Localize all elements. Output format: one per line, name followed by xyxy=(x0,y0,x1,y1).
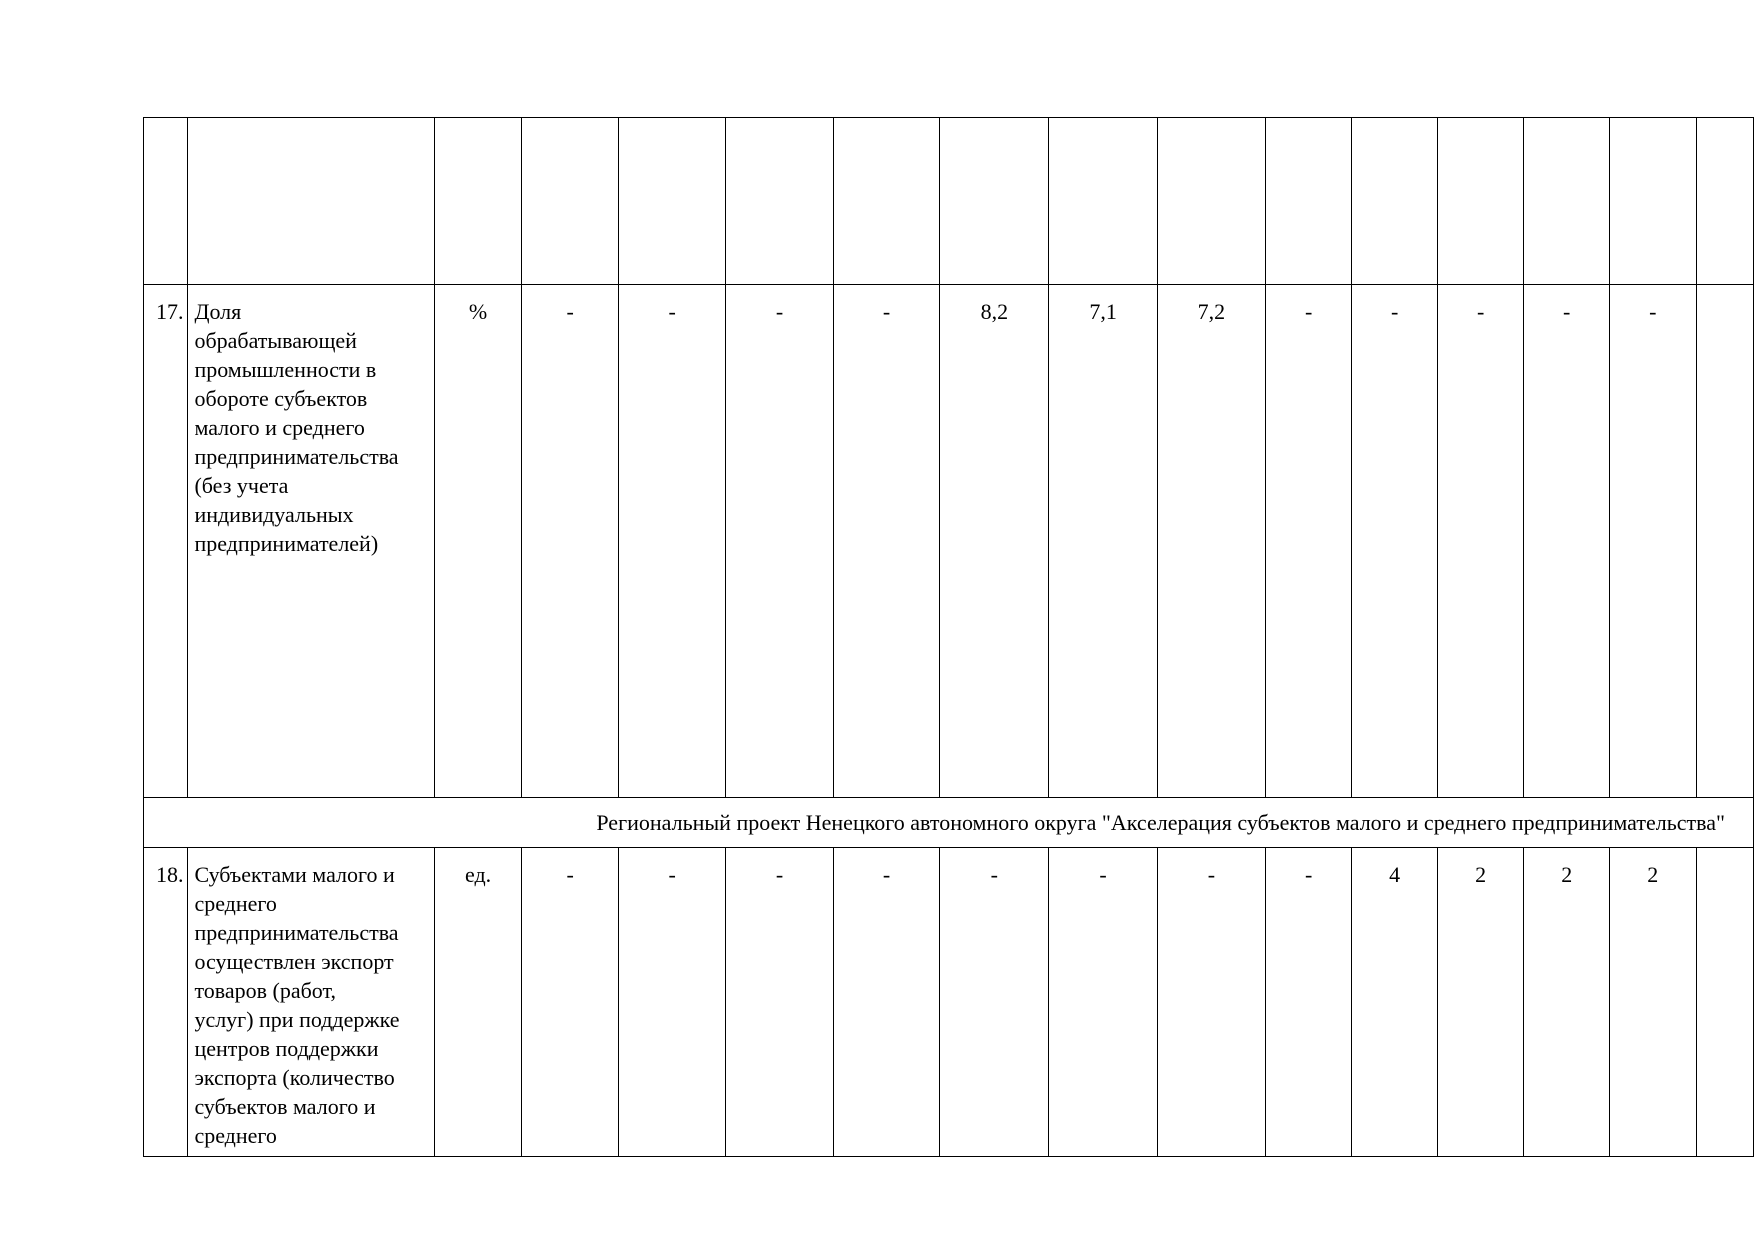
value-cell: - xyxy=(619,848,726,1157)
value-cell: - xyxy=(522,848,619,1157)
cell xyxy=(188,118,435,285)
section-row xyxy=(144,798,1754,848)
value-cell: 8,2 xyxy=(940,285,1049,798)
cell xyxy=(619,118,726,285)
value-cell: - xyxy=(1049,848,1157,1157)
cell xyxy=(1352,118,1438,285)
unit: ед. xyxy=(434,848,521,1157)
cell xyxy=(1437,118,1524,285)
cell xyxy=(1157,118,1265,285)
section-title: Региональный проект Ненецкого автономного округа "Акселерация субъектов малого и среднего предпринимательства" xyxy=(144,798,1754,848)
table-row-continuation xyxy=(144,118,1754,285)
unit: % xyxy=(434,285,521,798)
value-cell: - xyxy=(940,848,1049,1157)
value-cell: - xyxy=(1352,285,1438,798)
cell xyxy=(144,118,188,285)
row-number: 18. xyxy=(144,848,188,1157)
cell xyxy=(940,118,1049,285)
value-cell: 7,2 xyxy=(1157,285,1265,798)
value-cell: 2 xyxy=(1524,848,1610,1157)
value-cell: - xyxy=(1157,848,1265,1157)
cell xyxy=(1696,285,1753,798)
cell xyxy=(1266,118,1352,285)
cell xyxy=(1049,118,1157,285)
value-cell: - xyxy=(1610,285,1697,798)
indicator-description: Доля обрабатывающей промышленности в обороте субъектов малого и среднего предпринимательства (без учета индивидуальных предпринимателей) xyxy=(188,285,435,798)
cell xyxy=(833,118,939,285)
value-cell: 7,1 xyxy=(1049,285,1157,798)
indicator-description: Субъектами малого и среднего предпринимательства осуществлен экспорт товаров (работ, услуг) при поддержке центров поддержки экспорта (количество субъектов малого и среднего xyxy=(188,848,435,1157)
value-cell: - xyxy=(1266,285,1352,798)
cell xyxy=(1610,118,1697,285)
table-row-17 xyxy=(144,285,1754,798)
cell xyxy=(1696,848,1753,1157)
value-cell: - xyxy=(833,848,939,1157)
table-row-18 xyxy=(144,848,1754,1157)
cell xyxy=(434,118,521,285)
row-number: 17. xyxy=(144,285,188,798)
value-cell: - xyxy=(726,848,833,1157)
cell xyxy=(726,118,833,285)
value-cell: - xyxy=(1524,285,1610,798)
value-cell: - xyxy=(522,285,619,798)
value-cell: 2 xyxy=(1437,848,1524,1157)
indicators-table xyxy=(143,117,1754,1157)
value-cell: - xyxy=(619,285,726,798)
cell xyxy=(522,118,619,285)
value-cell: - xyxy=(1437,285,1524,798)
cell xyxy=(1696,118,1753,285)
value-cell: - xyxy=(833,285,939,798)
cell xyxy=(1524,118,1610,285)
value-cell: 4 xyxy=(1352,848,1438,1157)
value-cell: - xyxy=(1266,848,1352,1157)
value-cell: - xyxy=(726,285,833,798)
value-cell: 2 xyxy=(1610,848,1697,1157)
